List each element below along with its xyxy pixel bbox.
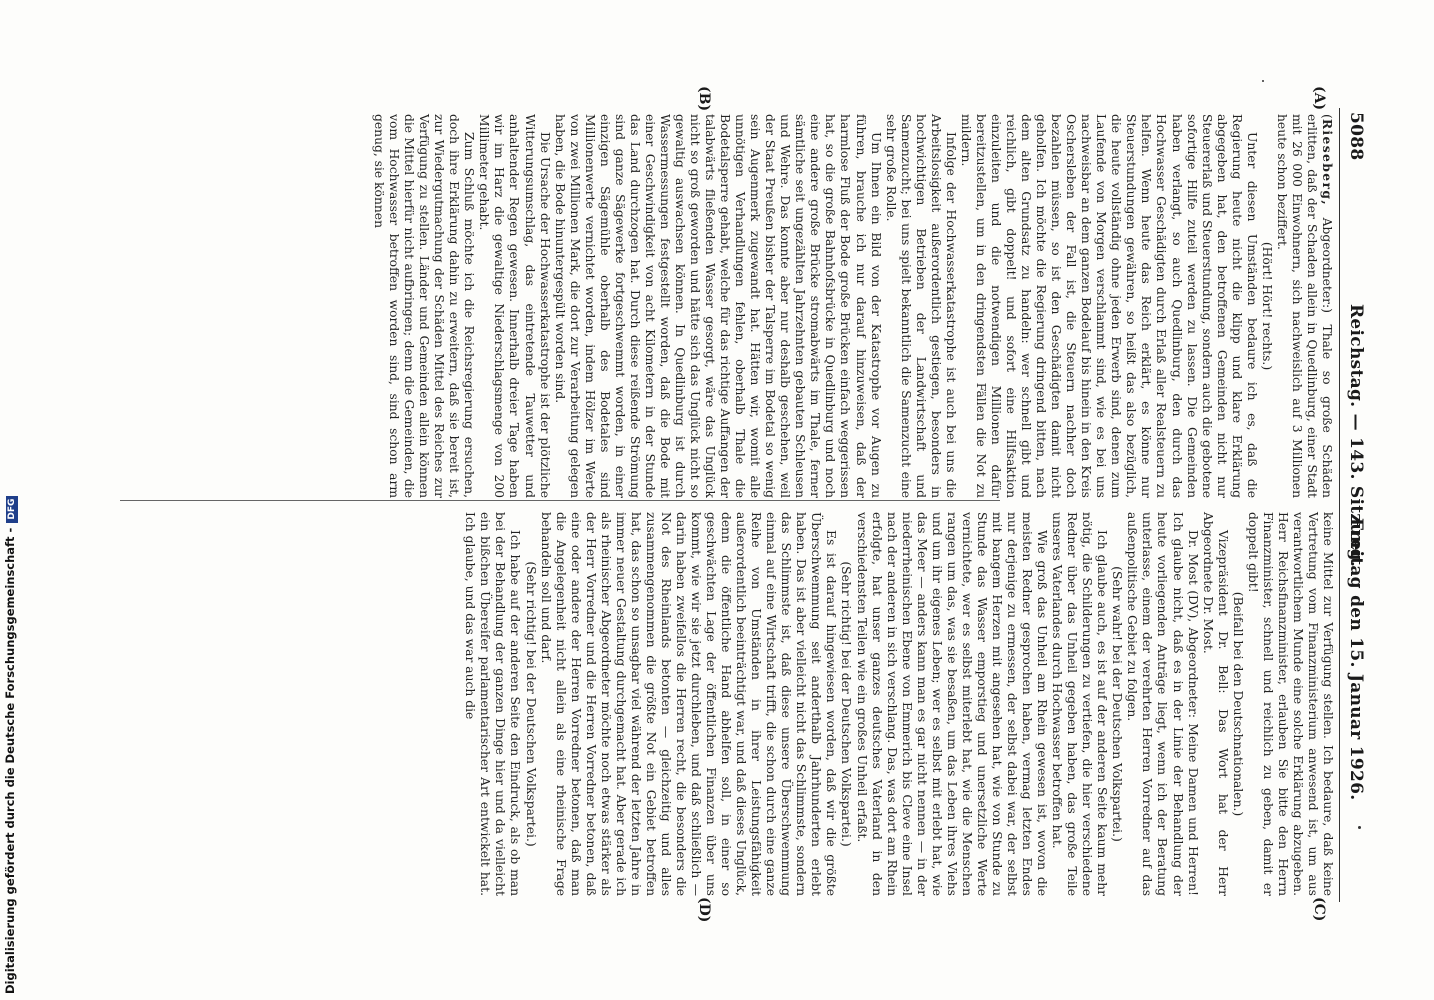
scan-speck — [1262, 80, 1264, 82]
speaker-role: Abgeordneter:) — [1320, 217, 1334, 313]
left-p1-text: Thale so große Schäden erlitten, daß der Schaden allein in Quedlinburg, einer Stadt mit 26 000 Einwohnern, sich nachweislich auf 3 Millionen heute schon beziffert. — [1274, 114, 1334, 498]
marker-d: (D) — [696, 897, 712, 923]
marker-a: (A) — [1311, 86, 1327, 111]
header-date: Freitag den 15. Januar 1926. — [1346, 518, 1366, 801]
header-page-number: 5088 — [1346, 112, 1366, 161]
left-p3: Infolge der Hochwasserkatastrophe ist auch bei uns die Arbeitslosigkeit außerordentlich gestiegen, besonders in hochwichtigen Betrieben der Landwirtschaft und Samenzucht; bei uns spielt bekanntlich die Samenzucht eine sehr große Rolle. — [883, 114, 958, 498]
header-title: Reichstag. — 143. Sitzung. — [1346, 304, 1366, 568]
header-rule — [1339, 108, 1340, 902]
column-divider — [120, 500, 1000, 501]
dfg-logo: DFG — [6, 496, 18, 523]
right-p2: Vizepräsident Dr. Bell: Das Wort hat der Herr Abgeordnete Dr. Most. — [1200, 512, 1230, 896]
left-p6: Zum Schluß möchte ich die Reichsregierung ersuchen, doch ihre Erklärung dahin zu erweitern, daß sie bereit ist, zur Wiedergutmachung der Schäden Mittel des Reiches zur Verfügung zu stellen. Länder und Gemeinden allein können die Mittel hierfür nicht aufbringen; denn die Gemeinden, die vom Hochwasser betroffen worden sind, sind schon arm genug, sie können — [372, 114, 477, 498]
right-p5: Wie groß das Unheil am Rhein gewesen ist, wovon die meisten Redner gesprochen haben, vermag letzten Endes nur derjenige zu ermessen, der selbst dabei war, der selbst mit bangem Herzen mit angesehen hat, wie von Stunde zu Stunde das Wasser emporstieg und unersetzliche Werte vernichtete, wer es selbst miterlebt hat, wie die Menschen rangen um das, was sie besaßen, um das Leben ihres Viehs und um ihr eigenes Leben; wer es selbst mit erlebt hat, wie das Meer — anders kann man es gar nicht nennen — in der niederrheinischen Ebene von Emmerich bis Cleve eine Insel nach der anderen in sich verschlang. Das, was dort am Rhein erfolgte, hat unser ganzes deutsches Vaterland in den verschiedensten Teilen wie ein großes Unheil erfaßt. — [854, 512, 1050, 896]
footer-attribution — [3, 496, 18, 994]
marker-b: (B) — [696, 86, 712, 112]
left-p1: (Rieseberg, Abgeordneter:) Thale so große Schäden erlitten, daß der Schaden allein in Quedlinburg, einer Stadt mit 26 000 Einwohnern, sich nachweislich auf 3 Millionen heute schon beziffert. — [1274, 114, 1335, 498]
left-column — [120, 114, 1335, 498]
marker-c: (C) — [1311, 897, 1327, 922]
left-p5: Die Ursache der Hochwasserkatastrophe ist der plötzliche Witterungsumschlag, das eintretende Tauwetter und anhaltender Regen gewesen. Innerhalb dreier Tage haben wir im Harz die gewaltige Niederschlagsmenge von 200 Millimeter gehabt. — [477, 114, 552, 498]
right-p5-call: (Sehr richtig! bei der Deutschen Volkspartei.) — [839, 561, 854, 847]
footer-text: Digitalisierung gefördert durch die Deutsche Forschungsgemeinschaft - — [3, 527, 17, 994]
right-p7: Ich habe auf der anderen Seite den Eindruck, als ob man bei der Behandlung der ganzen Dinge hier und da vielleicht ein bißchen Übereifer parlamentarischer Art entwickelt hat. Ich glaube, und das war auch die — [463, 512, 523, 896]
right-p6: Es ist darauf hingewiesen worden, daß wir die größte Überschwemmung seit anderthalb Jahrhunderten erlebt haben. Das ist aber vielleicht nicht das Schlimmste, sondern das Schlimmste ist, daß diese unsere Überschwemmung einmal auf eine Wirtschaft trifft, die schon durch eine ganze Reihe von Umständen in ihrer Leistungsfähigkeit außerordentlich beeinträchtigt war, und daß dieses Unglück, denn die öffentliche Hand abhelfen soll, in einer so geschwächten Lage der öffentlichen Finanzen über uns kommt, wie wir sie jetzt durchleben, und daß schließlich — darin haben zweifellos die Herren recht, die besonders die Not des Rheinlands betonten — gleichzeitig und alles zusammengenommen die größte Not ein Gebiet betroffen hat, das schon so unsagbar viel während der letzten Jahre in immer neuer Gestaltung durchgemacht hat. Aber gerade ich als rheinischer Abgeordneter möchte noch etwas stärker als der Herr Vorredner und die Herren Vorredner betonen, daß eine oder andere der Herren Vorredner betonen, daß man die Angelegenheit nicht allein als eine rheinische Frage behandeln soll und darf. — [538, 512, 839, 896]
scan-speck — [1358, 826, 1361, 829]
right-p1-call: (Beifall bei den Deutschnationalen.) — [1230, 591, 1245, 817]
right-p6-call: (Sehr richtig! bei der Deutschen Volkspartei.) — [523, 561, 538, 847]
right-p1: keine Mittel zur Verfügung stellen. Ich bedaure, daß keine Vertretung vom Finanzministerium anwesend ist, um aus verantwortlichem Munde eine solche Erklärung abzugeben. Herr Reichsfinanzminister, erlauben Sie bitte den Herrn Finanzminister, schnell und reichlich zu geben, damit er doppelt gibt! — [1245, 512, 1335, 896]
right-p3: Dr. Most (DV), Abgeordneter: Meine Damen und Herren! Ich glaube nicht, daß es in der Linie der Behandlung der heute vorliegenden Anträge liegt, wenn ich der Beratung unterlasse, einem der verehrten Herren Vorredner auf das außenpolitische Gebiet zu folgen. — [1125, 512, 1200, 896]
right-p4: Ich glaube auch, es ist auf der anderen Seite kaum mehr nötig, die Schilderungen zu vertiefen, die hier verschiedene Redner über das Unheil gegeben haben, das große Teile unseres Vaterlandes durch Hochwasser betroffen hat. — [1050, 512, 1110, 896]
speaker-rieseberg: Rieseberg, — [1320, 118, 1335, 207]
left-p4: Um Ihnen ein Bild von der Katastrophe vor Augen zu führen, brauche ich nur darauf hinzuweisen, daß der harmlose Fluß der Bode große Brücken einfach weggerissen hat, so die große Bahnhofsbrücke in Quedlinburg und noch eine andere große Brücke stromabwärts im Thale, ferner sämtliche seit ungezählten Jahrzehnten gebauten Schleusen und Wehre. Das konnte aber nur deshalb geschehen, weil der Staat Preußen bisher der Talsperre im Bodetal so wenig sein Augenmerk zugewandt hat. Hätten wir, womit alle unnötigen Verhandlungen fehlen, oberhalb Thale die Bodetalsperre gehabt, welche für das richtige Auffangen der talabwärts fließenden Wasser gesorgt, wäre das Unglück nicht so groß geworden und hätte sich das Unglück nicht so gewaltig auswachsen können. In Quedlinburg ist durch Wassermessungen festgestellt worden, daß die Bode mit einer Geschwindigkeit von acht Kilometern in der Stunde das Land durchzogen hat. Durch diese reißende Strömung sind ganze Sägewerke fortgeschwemmt worden, in einer einzigen Sägemühle oberhalb des Bodetales sind Millionenwerte vernichtet worden, indem Hölzer im Werte von zwei Millionen Mark, die dort zur Verarbeitung gelegen haben, die Bode hinuntergespült worden sind. — [552, 114, 883, 498]
left-p2: Unter diesen Umständen bedaure ich es, daß die Regierung heute nicht die klipp und klare Erklärung abgegeben hat, den betroffenen Gemeinden nicht nur Steuererlaß und Steuerstundung, sondern auch die gebotene sofortige Hilfe zuteil werden zu lassen. Die Gemeinden haben verlangt, so auch Quedlinburg, den durch das Hochwasser Geschädigten durch Erlaß aller Realsteuern zu helfen. Wenn heute das Reich erklärt, es könne nur Steuerstundungen gewähren, so heißt das also bezüglich, die heute vollständig ohne jeden Erwerb sind, denen zum Laufende von Morgen verschlammt sind, wie es bei uns nachweisbar an dem ganzen Bodelauf bis hinein in den Kreis Oschersleben der Fall ist, die Steuern nachher doch bezahlen müssen, so ist den Geschädigten damit nicht geholfen. Ich möchte die Regierung dringend bitten, nach dem alten Grundsatz zu handeln: wer schnell gibt und reichlich, gibt doppelt! und sofort eine Hilfsaktion einzuleiten und die notwendigen Millionen dafür bereitzustellen, um in den dringendsten Fällen die Not zu mildern. — [958, 114, 1259, 498]
right-p3-call: (Sehr wahr! bei der Deutschen Volkspartei.) — [1110, 566, 1125, 842]
left-p1-call: (Hört! Hört! rechts.) — [1259, 241, 1274, 371]
right-column — [120, 512, 1335, 896]
